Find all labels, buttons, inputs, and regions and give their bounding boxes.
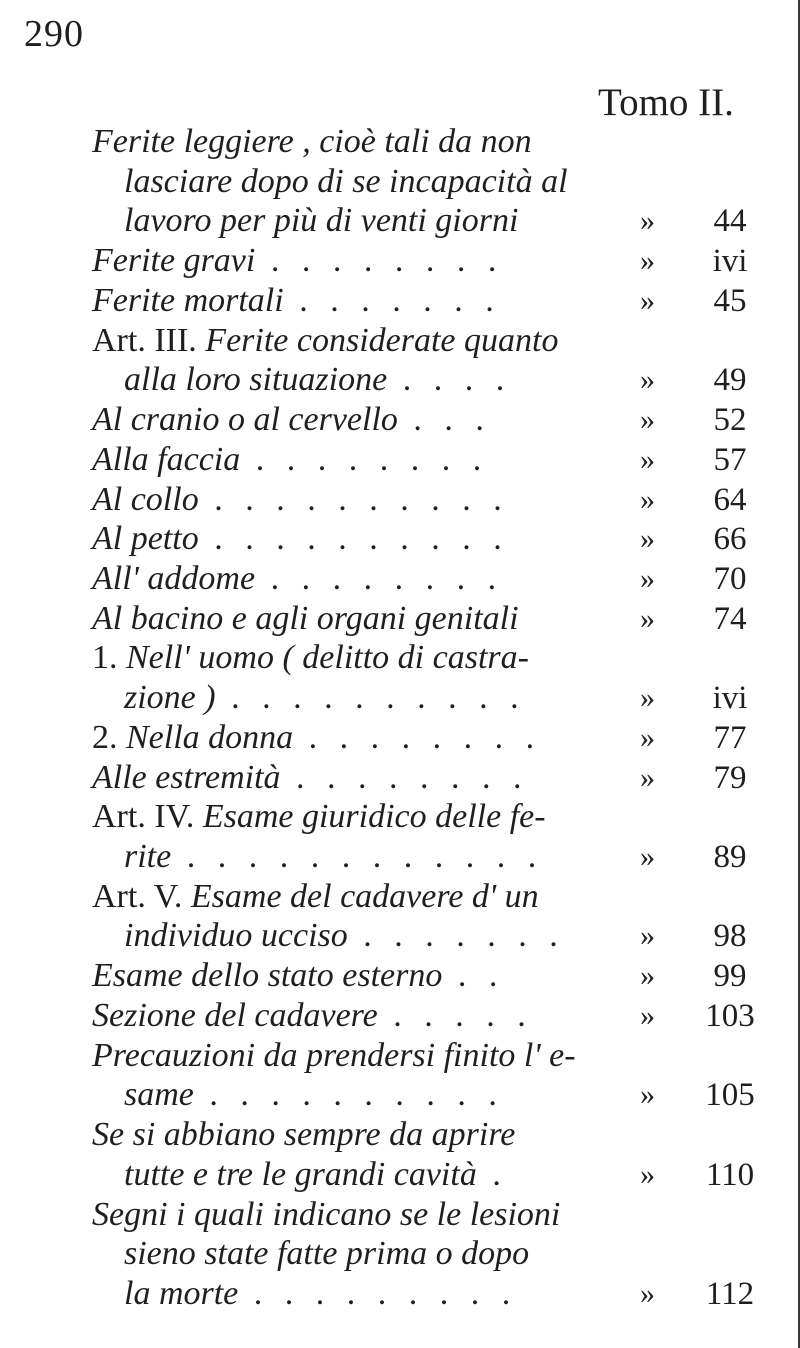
dot-leader: . . . . . . . (283, 282, 501, 319)
entry-page-number: 64 (713, 482, 747, 518)
ditto-mark: » (640, 562, 655, 595)
entry-title: Ferite considerate quanto (205, 322, 559, 359)
entry-title: Esame del cadavere d' un (190, 878, 539, 915)
entry-title: lavoro per più di venti giorni (124, 202, 519, 239)
entry-page-number: 49 (713, 362, 747, 398)
entry-page-number: 110 (705, 1157, 755, 1193)
entry-page-number: 99 (713, 958, 747, 994)
entry-title: lasciare dopo di se incapacità al (124, 163, 568, 200)
entry-page-number: 45 (713, 283, 747, 319)
entry-title: Ferite gravi (92, 242, 256, 279)
dot-leader: . . . (397, 401, 491, 438)
entry-page-number: 52 (713, 402, 747, 438)
entry-title: Esame dello stato esterno (92, 957, 443, 994)
ditto-mark: » (640, 681, 655, 714)
entry-page-number: 89 (713, 839, 747, 875)
toc-entry-line (124, 1270, 517, 1318)
entry-title: Al bacino e agli organi genitali (92, 600, 519, 637)
entry-page-number: 70 (713, 561, 747, 597)
entry-page-number: 79 (713, 760, 747, 796)
entry-page-number: 74 (713, 601, 747, 637)
ditto-mark: » (640, 1158, 655, 1191)
entry-title: alla loro situazione (124, 361, 388, 398)
dot-leader: . . . . . . . . . (238, 1275, 518, 1312)
ditto-mark: » (640, 363, 655, 396)
ditto-mark: » (640, 999, 655, 1032)
entry-page-number: 103 (705, 998, 755, 1034)
entry-page-number: 105 (705, 1077, 755, 1113)
ditto-mark: » (640, 284, 655, 317)
entry-page-number: 57 (713, 442, 747, 478)
entry-title: same (124, 1076, 194, 1113)
entry-title: Nell' uomo ( delitto di castra- (126, 639, 529, 676)
ditto-mark: » (640, 1078, 655, 1111)
entry-page-number: 77 (713, 720, 747, 756)
entry-page-number: 98 (713, 918, 747, 954)
ditto-mark: » (640, 403, 655, 436)
ditto-mark: » (640, 840, 655, 873)
entry-title: Ferite leggiere , cioè tali da non (92, 123, 532, 160)
dot-leader: . . . . . . . . (240, 441, 489, 478)
entry-title: Al collo (92, 481, 199, 518)
dot-leader: . . . . (387, 361, 512, 398)
entry-title: Segni i quali indicano se le lesioni (92, 1196, 561, 1233)
ditto-mark: » (640, 761, 655, 794)
ditto-mark: » (640, 919, 655, 952)
dot-leader: . . . . . . . . . . (215, 679, 526, 716)
page-number: 290 (24, 13, 84, 55)
dot-leader: . . . . . . . . . . (193, 1076, 504, 1113)
entry-prefix: 1. (92, 639, 126, 676)
entry-title: Alle estremità (92, 759, 281, 796)
entry-title: sieno state fatte prima o dopo (124, 1235, 530, 1272)
dot-leader: . . . . . . . . . . (198, 520, 509, 557)
entry-page-number: 112 (705, 1276, 755, 1312)
entry-page-number: ivi (712, 243, 748, 279)
dot-leader: . . . . . (377, 997, 533, 1034)
entry-title: Se si abbiano sempre da aprire (92, 1116, 516, 1153)
ditto-mark: » (640, 522, 655, 555)
entry-title: tutte e tre le grandi cavità (124, 1156, 477, 1193)
entry-title: rite (124, 838, 172, 875)
running-head: Tomo II. (598, 81, 734, 124)
dot-leader: . . . . . . . . (293, 719, 542, 756)
entry-prefix: Art. III. (92, 322, 206, 359)
entry-title: All' addome (92, 560, 256, 597)
ditto-mark: » (640, 244, 655, 277)
entry-prefix: 2. (92, 719, 126, 756)
dot-leader: . . . . . . . . (280, 759, 529, 796)
entry-prefix: Art. V. (92, 878, 191, 915)
entry-title: Ferite mortali (92, 282, 284, 319)
entry-title: Nella donna (126, 719, 294, 756)
dot-leader: . . . . . . . . . . . . (171, 838, 544, 875)
dot-leader: . . . . . . . . (255, 242, 504, 279)
entry-title: Al petto (92, 520, 199, 557)
entry-title: Al cranio o al cervello (92, 401, 398, 438)
dot-leader: . (476, 1156, 508, 1193)
entry-page-number: 66 (713, 521, 747, 557)
entry-title: Sezione del cadavere (92, 997, 378, 1034)
entry-title: Alla faccia (92, 441, 241, 478)
ditto-mark: » (640, 483, 655, 516)
entry-title: Esame giuridico delle fe- (202, 798, 546, 835)
entry-page-number: 44 (713, 203, 747, 239)
entry-page-number: ivi (712, 680, 748, 716)
entry-title: zione ) (124, 679, 216, 716)
dot-leader: . . . . . . . . (255, 560, 504, 597)
ditto-mark: » (640, 602, 655, 635)
entry-title: la morte (124, 1275, 239, 1312)
ditto-mark: » (640, 443, 655, 476)
entry-title: Precauzioni da prendersi finito l' e- (92, 1037, 576, 1074)
entry-title: individuo ucciso (124, 917, 348, 954)
ditto-mark: » (640, 204, 655, 237)
ditto-mark: » (640, 1277, 655, 1310)
dot-leader: . . . . . . . . . . (198, 481, 509, 518)
dot-leader: . . . . . . . (347, 917, 565, 954)
ditto-mark: » (640, 721, 655, 754)
dot-leader: . . (442, 957, 505, 994)
ditto-mark: » (640, 959, 655, 992)
entry-prefix: Art. IV. (92, 798, 203, 835)
